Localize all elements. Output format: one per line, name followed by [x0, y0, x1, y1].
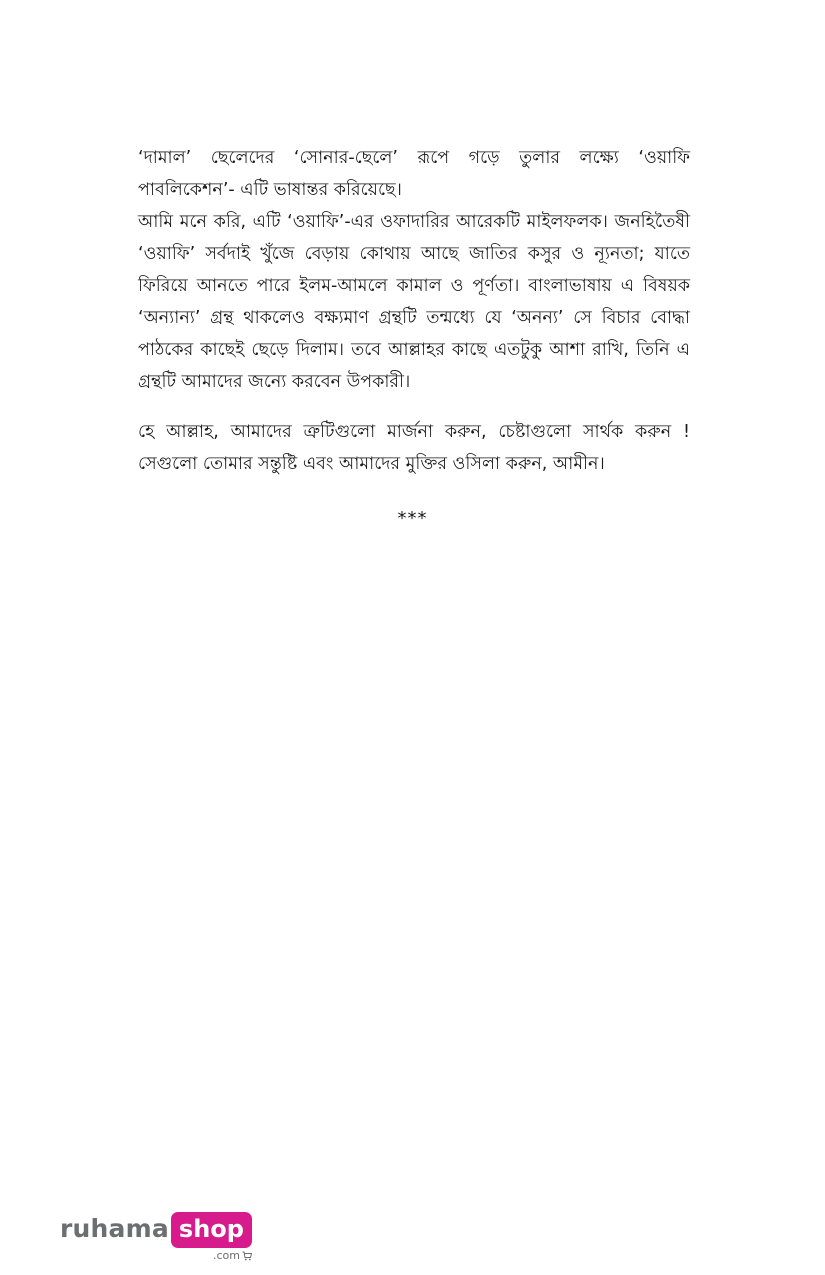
- brand-domain-row: [213, 1249, 252, 1263]
- brand-logo: [60, 1212, 252, 1262]
- paragraph-prayer: হে আল্লাহ, আমাদের ত্রুটিগুলো মার্জনা করুন, চেষ্টাগুলো সার্থক করুন ! সেগুলো তোমার সন্তুষ্টি এবং আমাদের মুক্তির ওসিলা করুন, আমীন।: [138, 422, 690, 474]
- paragraph-main: আমি মনে করি, এটি ‘ওয়াফি’-এর ওফাদারির আরেকটি মাইলফলক। জনহিতৈষী ‘ওয়াফি’ সর্বদাই খুঁজে বেড়ায় কোথায় আছে জাতির কসুর ও ন্যূনতা; যাতে ফিরিয়ে আনতে পারে ইলম-আমলে কামাল ও পূর্ণতা। বাংলাভাষায় এ বিষয়ক ‘অন্যান্য’ গ্রন্থ থাকলেও বক্ষ্যমাণ গ্রন্থটি তন্মধ্যে যে ‘অনন্য’ সে বিচার বোদ্ধা পাঠকের কাছেই ছেড়ে দিলাম। তবে আল্লাহর কাছে এতটুকু আশা রাখি, তিনি এ গ্রন্থটি আমাদের জন্যে করবেন উপকারী।: [138, 212, 690, 392]
- brand-shop-group: [171, 1212, 252, 1263]
- section-separator: ***: [397, 508, 428, 529]
- brand-name-ruhama: ruhama: [60, 1214, 169, 1243]
- paragraph-intro: ‘দামাল’ ছেলেদের ‘সোনার-ছেলে’ রূপে গড়ে তুলার লক্ষ্যে ‘ওয়াফি পাবলিকেশন’- এটি ভাষান্তর করিয়েছে।: [138, 148, 690, 200]
- brand-name-shop: shop: [171, 1212, 252, 1248]
- brand-domain: .com: [212, 1249, 240, 1262]
- page-body: [138, 142, 690, 480]
- cart-icon: [242, 1251, 252, 1261]
